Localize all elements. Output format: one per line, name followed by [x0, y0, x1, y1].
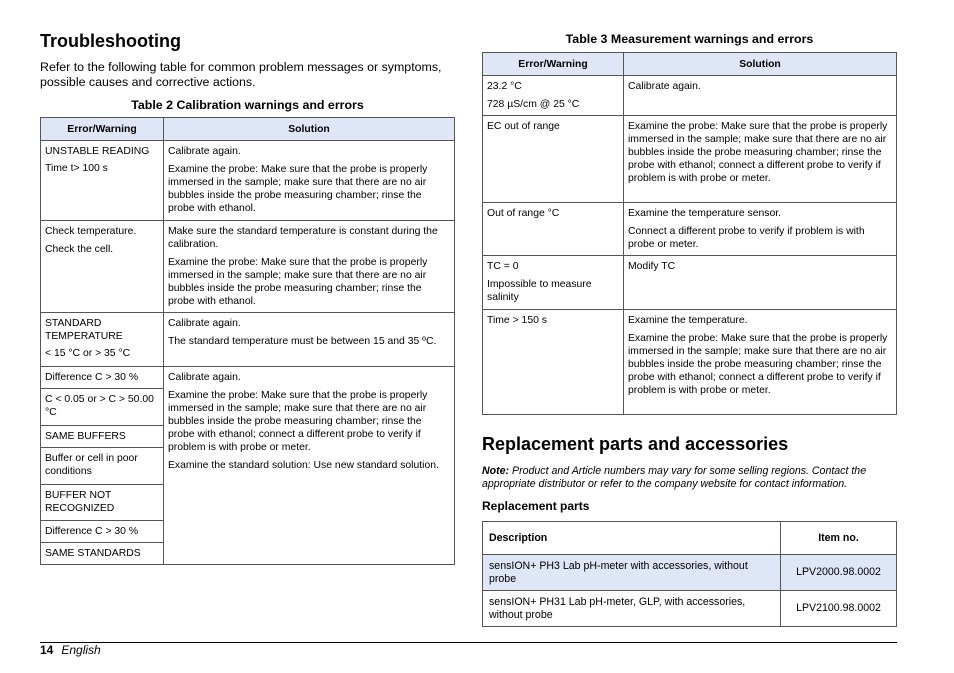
error-cell: UNSTABLE READING Time t> 100 s: [41, 141, 164, 221]
solution-cell: Examine the temperature. Examine the probe: Make sure that the probe is properly immersed in the sample; make sure that there are no air bubbles inside the probe measuring chamber; rinse the probe with ethanol; connect a different probe to verify if problem is with probe or meter.: [624, 310, 897, 415]
table-row: [483, 555, 897, 591]
col-header-error: Error/Warning: [483, 53, 624, 76]
measurement-errors-table: [482, 52, 897, 415]
right-column: [482, 28, 897, 627]
troubleshooting-heading: Troubleshooting: [40, 31, 181, 51]
table-row: [483, 203, 897, 256]
note-label: Note:: [482, 465, 510, 477]
left-column: [40, 28, 455, 565]
part-item-number: LPV2100.98.0002: [781, 591, 897, 627]
error-cell: Difference C > 30 %: [41, 367, 164, 389]
error-cell: Buffer or cell in poor conditions: [41, 448, 164, 485]
note: [482, 465, 897, 491]
table-row: [483, 116, 897, 203]
table2-caption: Table 2 Calibration warnings and errors: [131, 98, 364, 112]
parts-table: [482, 521, 897, 627]
solution-cell: Calibrate again. The standard temperature must be between 15 and 35 ºC.: [164, 313, 455, 367]
error-cell: Difference C > 30 %: [41, 521, 164, 543]
footer-divider: [40, 642, 897, 643]
col-header-solution: Solution: [164, 118, 455, 141]
note-text: Product and Article numbers may vary for some selling regions. Contact the appropriate distributor or refer to the company website for contact information.: [482, 465, 867, 490]
error-cell: SAME STANDARDS: [41, 543, 164, 565]
replacement-parts-heading: Replacement parts and accessories: [482, 434, 789, 454]
part-item-number: LPV2000.98.0002: [781, 555, 897, 591]
col-header-description: Description: [483, 522, 781, 555]
error-cell: C < 0.05 or > C > 50.00 °C: [41, 389, 164, 426]
table-row: [483, 591, 897, 627]
footer-language: English: [61, 643, 101, 657]
col-header-item-no: Item no.: [781, 522, 897, 555]
col-header-error: Error/Warning: [41, 118, 164, 141]
table-row: [41, 313, 455, 367]
error-cell: Time > 150 s: [483, 310, 624, 415]
error-cell: Check temperature. Check the cell.: [41, 221, 164, 313]
calibration-errors-table: [40, 117, 455, 565]
table-row: [41, 221, 455, 313]
table-row: [483, 310, 897, 415]
error-cell: Out of range °C: [483, 203, 624, 256]
troubleshooting-intro: Refer to the following table for common problem messages or symptoms, possible causes and corrective actions.: [40, 60, 442, 89]
table-row: [483, 256, 897, 310]
col-header-solution: Solution: [624, 53, 897, 76]
table-row: [41, 367, 455, 389]
solution-cell: Calibrate again. Examine the probe: Make sure that the probe is properly immersed in the sample; make sure that there are no air bubbles inside the probe measuring chamber; rinse the probe with ethanol.: [164, 141, 455, 221]
error-cell: TC = 0 Impossible to measure salinity: [483, 256, 624, 310]
solution-cell: Examine the probe: Make sure that the probe is properly immersed in the sample; make sure that there are no air bubbles inside the probe measuring chamber; rinse the probe with ethanol; connect a different probe to verify if problem is with probe or meter.: [624, 116, 897, 203]
error-cell: SAME BUFFERS: [41, 426, 164, 448]
table-row: [483, 76, 897, 116]
table-row: [41, 141, 455, 221]
page-footer: [40, 643, 101, 657]
part-description: sensION+ PH31 Lab pH-meter, GLP, with accessories, without probe: [483, 591, 781, 627]
solution-cell: Calibrate again.: [624, 76, 897, 116]
error-cell: EC out of range: [483, 116, 624, 203]
replacement-parts-subheading: Replacement parts: [482, 499, 590, 513]
solution-cell: Make sure the standard temperature is constant during the calibration. Examine the probe: Make sure that the probe is properly immersed in the sample; make sure that there are no air bubbles inside the probe measuring chamber; rinse the probe with ethanol.: [164, 221, 455, 313]
part-description: sensION+ PH3 Lab pH-meter with accessories, without probe: [483, 555, 781, 591]
solution-cell: Modify TC: [624, 256, 897, 310]
error-cell: STANDARD TEMPERATURE < 15 °C or > 35 °C: [41, 313, 164, 367]
solution-cell: Examine the temperature sensor. Connect a different probe to verify if problem is with probe or meter.: [624, 203, 897, 256]
solution-cell: Calibrate again. Examine the probe: Make sure that the probe is properly immersed in the sample; make sure that there are no air bubbles inside the probe measuring chamber; rinse the probe with ethanol; connect a different probe to verify if problem is with probe or meter. Examine the standard solution: Use new standard solution.: [164, 367, 455, 565]
page-number: 14: [40, 643, 54, 657]
error-cell: 23.2 °C 728 µS/cm @ 25 °C: [483, 76, 624, 116]
table3-caption: Table 3 Measurement warnings and errors: [565, 32, 814, 46]
error-cell: BUFFER NOT RECOGNIZED: [41, 485, 164, 521]
